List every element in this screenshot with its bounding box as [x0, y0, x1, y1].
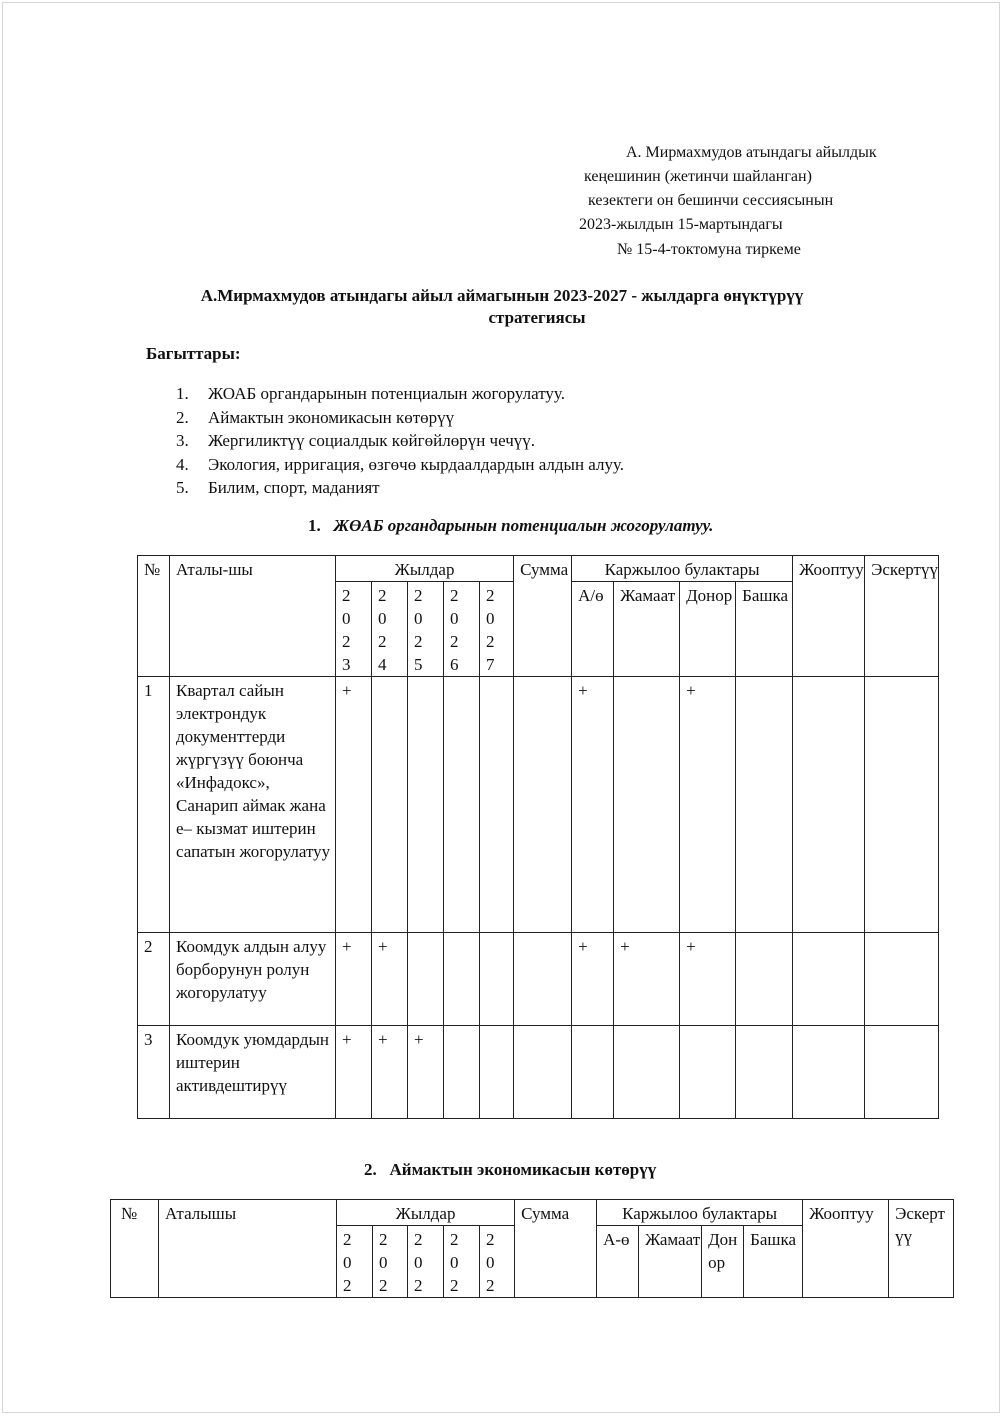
- section-2-table: [110, 1199, 954, 1298]
- row-number: 1: [138, 677, 170, 933]
- row-number: 2: [138, 933, 170, 1026]
- header-line-4: 2023-жылдын 15-мартындагы: [579, 216, 783, 233]
- source-mark: [680, 1026, 736, 1119]
- note-cell: [865, 1026, 939, 1119]
- row-name: Коомдук алдын алуу борборунун ролун жогорулатуу: [170, 933, 336, 1026]
- source-mark: +: [680, 933, 736, 1026]
- section-1-heading: 1. ЖӨАБ органдарынын потенциалын жогорулатуу.: [308, 516, 714, 535]
- header-funding-sources: Каржылоо булактары: [572, 556, 793, 582]
- header-no: №: [138, 556, 170, 677]
- year-mark: [480, 1026, 514, 1119]
- year-mark: +: [336, 933, 372, 1026]
- sum-cell: [514, 677, 572, 933]
- year-mark: [408, 677, 444, 933]
- responsible-cell: [793, 933, 865, 1026]
- year-mark: +: [372, 933, 408, 1026]
- source-mark: [572, 1026, 614, 1119]
- year-mark: [480, 933, 514, 1026]
- header-line-1: А. Мирмахмудов атындагы айылдык: [626, 144, 877, 161]
- table-row: [138, 677, 939, 933]
- header-note: Эскертүү: [889, 1200, 954, 1298]
- header-responsible: Жооптуу: [803, 1200, 889, 1298]
- header-source: Башка: [744, 1226, 803, 1298]
- header-funding-sources: Каржылоо булактары: [597, 1200, 803, 1226]
- source-mark: [736, 1026, 793, 1119]
- header-year: 2023: [336, 582, 372, 677]
- note-cell: [865, 933, 939, 1026]
- header-source: А/ө: [572, 582, 614, 677]
- source-mark: +: [614, 933, 680, 1026]
- header-sum: Сумма: [515, 1200, 597, 1298]
- header-line-3: кезектеги он бешинчи сессиясынын: [588, 192, 834, 209]
- header-years: Жылдар: [336, 556, 514, 582]
- year-mark: +: [336, 1026, 372, 1119]
- header-year: 202: [444, 1226, 480, 1298]
- year-mark: [372, 677, 408, 933]
- header-year: 202: [408, 1226, 444, 1298]
- header-responsible: Жооптуу: [793, 556, 865, 677]
- header-name: Аталы-шы: [170, 556, 336, 677]
- year-mark: +: [372, 1026, 408, 1119]
- directions-heading: Багыттары:: [146, 344, 241, 363]
- section-2-heading: 2. Аймактын экономикасын көтөрүү: [364, 1160, 657, 1179]
- row-name: Коомдук уюмдардын иштерин активдештирүү: [170, 1026, 336, 1119]
- source-mark: +: [572, 677, 614, 933]
- note-cell: [865, 677, 939, 933]
- sum-cell: [514, 1026, 572, 1119]
- header-years: Жылдар: [337, 1200, 515, 1226]
- header-source: Донор: [702, 1226, 744, 1298]
- header-year: 2027: [480, 582, 514, 677]
- header-year: 2024: [372, 582, 408, 677]
- responsible-cell: [793, 1026, 865, 1119]
- list-item: 1. ЖОАБ органдарынын потенциалын жогорулатуу.: [176, 384, 565, 403]
- header-year: 2025: [408, 582, 444, 677]
- year-mark: +: [336, 677, 372, 933]
- header-name: Аталышы: [159, 1200, 337, 1298]
- header-line-5: № 15-4-токтомуна тиркеме: [617, 241, 801, 258]
- header-source: А-ө: [597, 1226, 639, 1298]
- year-mark: [480, 677, 514, 933]
- header-year: 202: [373, 1226, 408, 1298]
- section-1-table: [137, 555, 939, 1119]
- source-mark: [614, 1026, 680, 1119]
- year-mark: [444, 677, 480, 933]
- header-source: Жамаат: [639, 1226, 702, 1298]
- source-mark: +: [680, 677, 736, 933]
- table-row: [138, 933, 939, 1026]
- list-item: 2. Аймактын экономикасын көтөрүү: [176, 407, 455, 427]
- list-item: 3. Жергиликтүү социалдык көйгөйлөрүн чечүү.: [176, 431, 536, 450]
- header-year: 202: [337, 1226, 373, 1298]
- header-sum: Сумма: [514, 556, 572, 677]
- header-line-2: кеңешинин (жетинчи шайланган): [584, 168, 812, 185]
- list-item: 5. Билим, спорт, маданият: [176, 478, 380, 497]
- year-mark: [444, 933, 480, 1026]
- header-source: Жамаат: [614, 582, 680, 677]
- directions-list: [176, 382, 624, 500]
- source-mark: +: [572, 933, 614, 1026]
- source-mark: [614, 677, 680, 933]
- header-year: 202: [480, 1226, 515, 1298]
- header-source: Башка: [736, 582, 793, 677]
- source-mark: [736, 933, 793, 1026]
- list-item: 4. Экология, ирригация, өзгөчө кырдаалдардын алдын алуу.: [176, 454, 625, 474]
- responsible-cell: [793, 677, 865, 933]
- year-mark: [444, 1026, 480, 1119]
- table-row: [138, 1026, 939, 1119]
- document-title-line-1: А.Мирмахмудов атындагы айыл аймагынын 2023-2027 - жылдарга өнүктүрүү: [200, 286, 804, 305]
- year-mark: +: [408, 1026, 444, 1119]
- header-source: Донор: [680, 582, 736, 677]
- row-name: Квартал сайын электрондук документтерди жүргүзүү боюнча «Инфадокс», Санарип аймак жана е– кызмат иштерин сапатын жогорулатуу: [170, 677, 336, 933]
- header-year: 2026: [444, 582, 480, 677]
- document-title-line-2: стратегиясы: [488, 308, 586, 327]
- header-no: №: [111, 1200, 159, 1298]
- sum-cell: [514, 933, 572, 1026]
- source-mark: [736, 677, 793, 933]
- row-number: 3: [138, 1026, 170, 1119]
- year-mark: [408, 933, 444, 1026]
- header-note: Эскертүү: [865, 556, 939, 677]
